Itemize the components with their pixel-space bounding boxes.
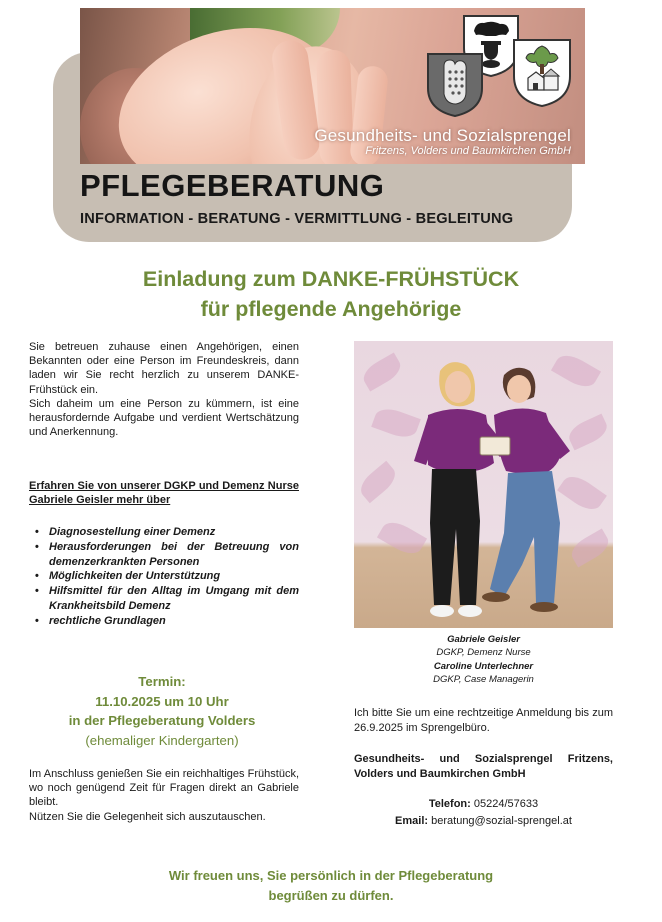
- invitation-headline: [0, 264, 662, 324]
- two-nurses-figure: [384, 353, 584, 621]
- headline-line-1: Einladung zum DANKE-FRÜHSTÜCK: [142, 267, 520, 291]
- contact-block: [354, 796, 613, 829]
- organization-name: Gesundheits- und Sozialsprengel: [314, 126, 571, 145]
- closing-message: [0, 866, 662, 906]
- intro-paragraph-2: Sich daheim um eine Person zu kümmern, ist eine herausfordernde Aufgabe und verdient Wertschätzung und Anerkennung.: [29, 397, 299, 439]
- organization-label: [314, 126, 571, 158]
- list-item: • Diagnosestellung einer Demenz: [35, 525, 299, 540]
- topics-heading: Erfahren Sie von unserer DGKP und Demenz Nurse Gabriele Geisler mehr über: [29, 480, 299, 507]
- photo-caption: [354, 633, 613, 686]
- intro-paragraph-1: Sie betreuen zuhause einen Angehörigen, einen Bekannten oder eine Person im Freundeskreis, dann laden wir Sie recht herzlich zu unserem DANKE-Frühstück ein.: [29, 341, 299, 396]
- phone-line: [354, 796, 613, 813]
- list-item: • Herausforderungen bei der Betreuung von demenzerkrankten Personen: [35, 540, 299, 570]
- appointment-date: 11.10.2025 um 10 Uhr: [95, 693, 229, 709]
- organization-full-name: Gesundheits- und Sozialsprengel Fritzens, Volders und Baumkirchen GmbH: [354, 753, 613, 780]
- topics-list: [35, 525, 299, 629]
- list-item: • Möglichkeiten der Unterstützung: [35, 569, 299, 584]
- caption-name-2: Caroline Unterlechner: [433, 660, 534, 672]
- breakfast-paragraph-2: Nützen Sie die Gelegenheit sich auszutauschen.: [29, 810, 266, 823]
- hero-image-holding-hands: [80, 8, 585, 164]
- caption-name-1: Gabriele Geisler: [447, 634, 520, 645]
- staff-photo: [354, 341, 613, 628]
- organization-locations: Fritzens, Volders und Baumkirchen GmbH: [365, 145, 571, 157]
- breakfast-text: [29, 767, 299, 824]
- caption-role-2: DGKP, Case Managerin: [433, 673, 534, 685]
- appointment-label: Termin:: [138, 674, 186, 689]
- page-title: PFLEGEBERATUNG: [80, 168, 385, 203]
- closing-line-2: begrüßen zu dürfen.: [268, 888, 394, 903]
- caption-role-1: DGKP, Demenz Nurse: [436, 647, 531, 659]
- phone-number[interactable]: 05224/57633: [473, 798, 539, 810]
- email-label: Email:: [395, 814, 429, 827]
- appointment-note: (ehemaliger Kindergarten): [85, 732, 239, 748]
- closing-line-1: Wir freuen uns, Sie persönlich in der Pflegeberatung: [168, 868, 494, 883]
- registration-text: Ich bitte Sie um eine rechtzeitige Anmeldung bis zum 26.9.2025 im Sprengelbüro.: [354, 707, 613, 734]
- breakfast-paragraph-1: Im Anschluss genießen Sie ein reichhaltiges Frühstück, wo noch genügend Zeit für Fragen direkt an Gabriele bleibt.: [29, 768, 299, 809]
- headline-line-2: für pflegende Angehörige: [200, 297, 462, 321]
- church-crest-icon: [512, 38, 572, 108]
- email-address[interactable]: beratung@sozial-sprengel.at: [431, 814, 572, 827]
- glove-crest-icon: [426, 52, 484, 118]
- page-subtitle: INFORMATION - BERATUNG - VERMITTLUNG - BEGLEITUNG: [80, 211, 514, 227]
- appointment-block: [29, 672, 295, 750]
- list-item: • Hilfsmittel für den Alltag im Umgang mit dem Krankheitsbild Demenz: [35, 584, 299, 614]
- intro-text: [29, 340, 299, 439]
- appointment-place: in der Pflegeberatung Volders: [68, 713, 256, 728]
- phone-label: Telefon:: [428, 798, 471, 810]
- list-item: • rechtliche Grundlagen: [35, 614, 299, 629]
- email-line: [354, 813, 613, 830]
